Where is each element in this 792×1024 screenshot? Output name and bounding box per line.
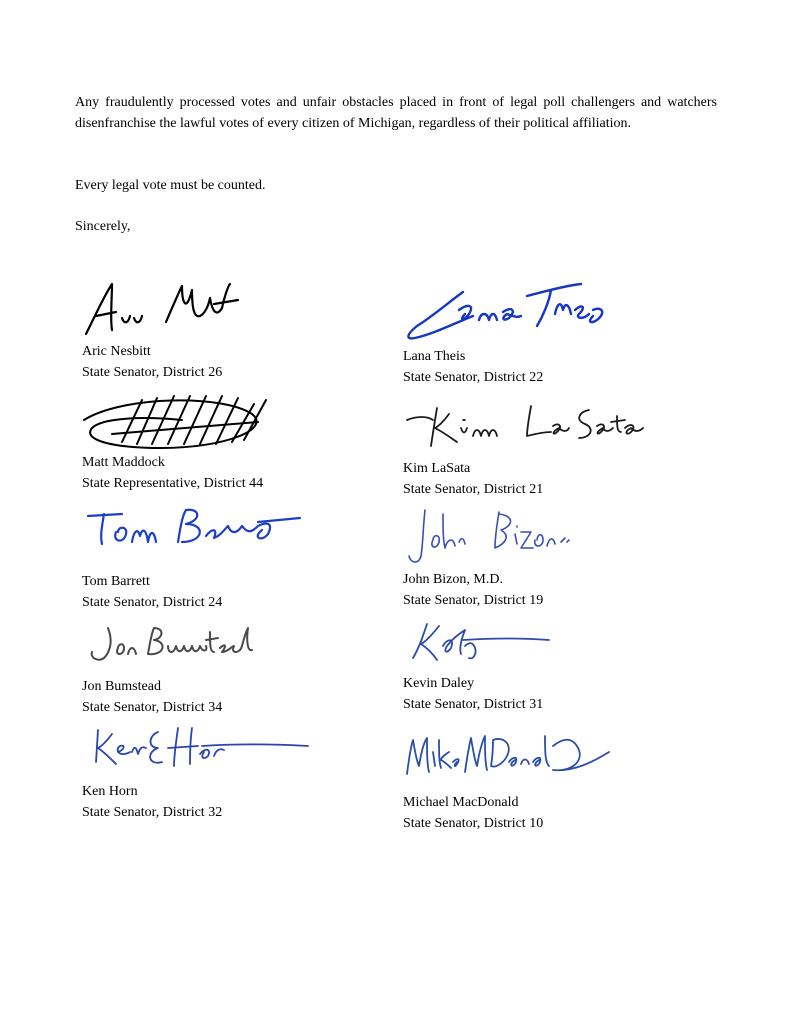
signatory-name: Lana Theis xyxy=(403,349,466,364)
letter-closing: Sincerely, xyxy=(75,219,131,234)
signatory-name: Ken Horn xyxy=(82,784,138,799)
signatory-name: Kim LaSata xyxy=(403,461,471,476)
signatory-title: State Senator, District 22 xyxy=(403,370,544,385)
signature-maddock xyxy=(82,390,272,452)
letter-paragraph-1: Any fraudulently processed votes and unfair obstacles placed in front of legal poll challengers and watchers disenfranchise the lawful votes of every citizen of Michigan, regardless of their political affiliation. xyxy=(75,95,717,131)
signatory-title: State Representative, District 44 xyxy=(82,476,264,491)
signatory-name: Michael MacDonald xyxy=(403,795,519,810)
letter-paragraph-2: Every legal vote must be counted. xyxy=(75,178,266,193)
signature-nesbitt xyxy=(82,278,242,338)
signature-theis xyxy=(403,282,608,346)
signature-daley xyxy=(403,616,553,666)
signatory-name: Matt Maddock xyxy=(82,455,165,470)
signatory-title: State Senator, District 21 xyxy=(403,482,544,497)
signature-block-bumstead xyxy=(82,618,412,715)
signature-macdonald xyxy=(403,722,613,784)
signature-block-horn xyxy=(82,722,412,820)
signature-block-bizon xyxy=(403,504,733,608)
signature-bumstead xyxy=(82,618,262,668)
signature-lasata xyxy=(403,398,648,452)
signatory-title: State Senator, District 19 xyxy=(403,593,544,608)
signature-block-theis xyxy=(403,282,733,385)
signatory-name: Jon Bumstead xyxy=(82,679,161,694)
signatory-title: State Senator, District 24 xyxy=(82,595,223,610)
signature-block-nesbitt xyxy=(82,278,412,380)
signature-horn xyxy=(82,722,312,780)
signatory-title: State Senator, District 32 xyxy=(82,805,223,820)
signature-barrett xyxy=(82,502,302,552)
signatory-title: State Senator, District 34 xyxy=(82,700,223,715)
signature-block-daley xyxy=(403,616,733,712)
signatory-title: State Senator, District 26 xyxy=(82,365,223,380)
signatory-title: State Senator, District 10 xyxy=(403,816,544,831)
signatory-name: Tom Barrett xyxy=(82,574,150,589)
signature-block-lasata xyxy=(403,398,733,497)
signature-block-maddock xyxy=(82,390,412,491)
signature-block-barrett xyxy=(82,502,412,610)
signature-bizon xyxy=(403,504,573,568)
signatory-name: Kevin Daley xyxy=(403,676,475,691)
signature-block-macdonald xyxy=(403,722,733,831)
signatory-name: John Bizon, M.D. xyxy=(403,572,503,587)
signatory-title: State Senator, District 31 xyxy=(403,697,544,712)
signatory-name: Aric Nesbitt xyxy=(82,344,151,359)
